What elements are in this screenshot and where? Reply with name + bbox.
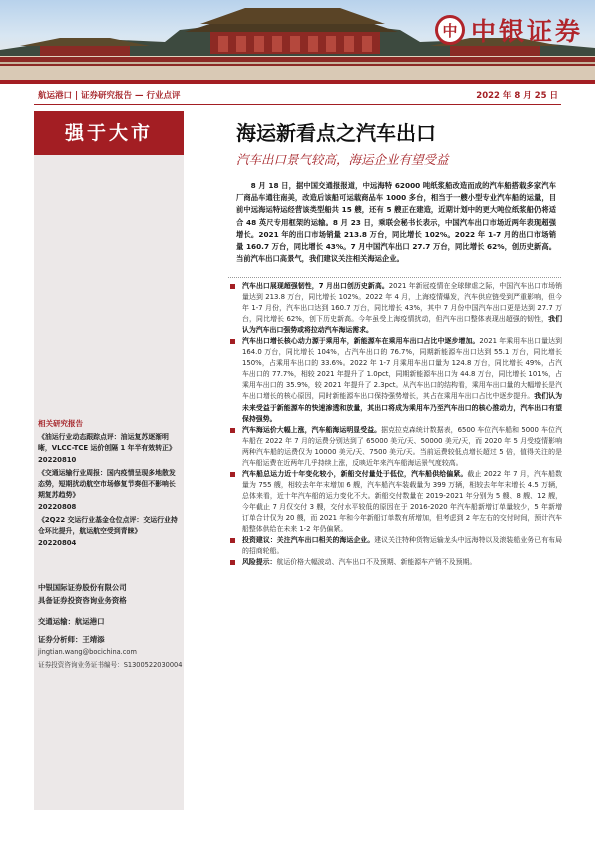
- page-subtitle: 汽车出口景气较高，海运企业有望受益: [236, 152, 449, 167]
- analyst-name: 证券分析师：王靖添: [38, 635, 105, 644]
- company-logo: [435, 12, 583, 48]
- divider: [34, 104, 561, 105]
- bullet-tail: 我们认为汽车出口强势或将拉动汽车海运需求。: [242, 315, 562, 335]
- related-reports-title: 相关研究报告: [38, 419, 83, 428]
- bullet-square-icon: [230, 284, 235, 289]
- related-report-text: 《交通运输行业周报：国内疫情呈现多地散发态势，短期扰动航空市场修复节奏但不影响长期复苏趋势》: [38, 468, 176, 500]
- related-report-date: 20220810: [38, 455, 77, 464]
- analyst-email[interactable]: jingtian.wang@bocichina.com: [38, 648, 137, 656]
- bullet-item: [228, 281, 562, 336]
- bullet-item: [228, 469, 562, 535]
- bullet-square-icon: [230, 339, 235, 344]
- bullet-list: [228, 281, 562, 568]
- rating-badge: 强于大市: [34, 111, 184, 155]
- bullet-tail: 我们认为未来受益于新能源车的快速渗透和放量，其出口将成为乘用车乃至汽车出口的核心推动力，汽车出口有望保持强势。: [242, 392, 562, 423]
- bullet-item: [228, 425, 562, 469]
- bullet-body: 截止 2022 年 7 月，汽车船数量为 755 艘，相较去年年末增加 6 艘，汽车船汽车装载量为 399 万辆，相较去年年末增长 4.5 万辆，总体来看，近十年汽车船的运力变化不大。新船交付数量在 2019-2021 年分别为 5 艘、8 艘、12 艘，今年截止 7 月仅交付 3 艘，交付水平较低的原因在于 2016-2020 年汽车船新增订单量较少，5 年新增订单合计仅为 20 艘，而 2021 年和今年新船订单数有所增加，但考虑到 2 年左右的交付时间，预计汽车船整体供给在未来 1-2 年仍偏紧。: [242, 469, 563, 534]
- related-report-item[interactable]: [38, 432, 178, 466]
- header-banner: [0, 0, 595, 80]
- bullet-body: 航运价格大幅波动、汽车出口不及预期、新能源车产销不及预期。: [276, 558, 477, 567]
- bullet-square-icon: [230, 538, 235, 543]
- bullet-square-icon: [230, 472, 235, 477]
- related-report-item[interactable]: [38, 515, 178, 549]
- bullet-lead: 汽车船总运力近十年变化较小，新船交付量处于低位，汽车船供给偏紧。: [242, 469, 468, 478]
- bullet-body: 2021 年新冠疫情在全球肆虐之际，中国汽车出口市场销量达到 213.8 万台，同比增长 102%。2022 年 4 月，上海疫情爆发，汽车供应链受到严重影响，但今年 1-7 月份，汽车出口达到 160.7 万台，同比增长 43%，其中 7 月份中国汽车出口更是达到 27.7 万台，同比增长 62%，创下历史新高。今年虽受上海疫情扰动，但汽车出口整体表现出超强的韧性，: [242, 282, 562, 324]
- bullet-lead: 风险提示：: [242, 558, 277, 567]
- related-report-text: 《2Q22 交运行业基金仓位点评：交运行业持仓环比提升，航运航空受到青睐》: [38, 516, 178, 536]
- related-report-date: 20220804: [38, 538, 77, 547]
- logo-text: 中银证券: [470, 17, 583, 46]
- page-title: 海运新看点之汽车出口: [236, 121, 436, 145]
- bank-of-china-logo-icon: 中: [435, 15, 465, 45]
- related-report-date: 20220808: [38, 502, 77, 511]
- header-red-bar: [0, 80, 595, 84]
- summary-text: 8 月 18 日，据中国交通报报道，中远海特 62000 吨纸浆船改造而成的汽车船搭载多家汽车厂商品车通往南美，改造后该船可运载商品车 1000 多台，相当于一艘小型专业汽车船的运量，目前中远海运特运经营该类型船共 15 艘，还有 5 艘正在建造，近期计划中的更大吨位纸浆船仍将适合 48 英尺专用框架的运输。8 月 23 日，乘联会秘书长表示，中国汽车出口市场近两年表现超强增长。2021 年的出口市场销量 213.8 万台，同比增长 102%。2022 年 1-7 月的出口市场销量 160.7 万台，同比增长 43%。7 月中国汽车出口 27.7 万台，同比增长 62%，创历史新高。当前汽车出口高景气，我们建议关注相关海运企业。: [236, 181, 556, 264]
- analyst-certificate: 证券投资咨询业务证书编号：S1300522030004: [38, 661, 183, 669]
- report-date: 2022 年 8 月 25 日: [476, 91, 558, 101]
- company-qualification: 具备证券投资咨询业务资格: [38, 595, 127, 605]
- breadcrumb: 航运港口 | 证券研究报告 — 行业点评: [38, 91, 181, 101]
- related-report-item[interactable]: [38, 468, 178, 513]
- bullet-body: 2021 年乘用车出口量达到 164.0 万台，同比增长 104%，占汽车出口的 76.7%，同期新能源车出口达到 55.1 万台，同比增长 150%，占乘用车出口的 33.6%。2022 年 1-7 月乘用车出口量为 124.8 万台，同比增长 49%，占汽车出口的 77.7%，相较 2021 年提升了 1.0pct，同期新能源车出口为 44.8 万台，同比增长 101%，占乘用车出口的 35.9%，较 2021 年提升了 2.3pct。从汽车出口的结构看，乘用车出口量的大幅增长是汽车出口增长的核心原因，同时新能源车出口保持强势增长，其占在乘用车出口占比中逐步提升。: [242, 337, 562, 401]
- report-meta-line: [38, 89, 558, 103]
- bullet-lead: 汽车出口展现超强韧性，7 月出口创历史新高。: [242, 282, 389, 290]
- bullet-item: [228, 557, 562, 568]
- bullet-square-icon: [230, 560, 235, 565]
- bullet-item: [228, 535, 562, 557]
- bullet-body: 据克拉克森统计数据表，6500 车位汽车船和 5000 车位汽车船在 2022 年 7 月的运费分别达到了 65000 美元/天、50000 美元/天，而 2020 年 5 月受疫情影响两种汽车船的运费仅为 10000 美元/天、7500 美元/天。当前运费较低点增长超过 5 倍，值得关注的是汽车船运费在近两年几乎持续上涨，反映近年来汽车船海运景气度较高。: [242, 425, 562, 467]
- bullet-body: 建议关注特种货物运输龙头中远海特以及滚装船业务已有布局的招商轮船。: [242, 536, 563, 556]
- related-report-text: 《油运行业动态跟踪点评：油运复苏逐渐明晰，VLCC-TCE 运价创隔 1 年半有效转正》: [38, 433, 176, 453]
- related-reports-list: [38, 432, 178, 551]
- company-info: [38, 582, 127, 607]
- summary-paragraph: [236, 180, 556, 265]
- sector-label: 交通运输：航运港口: [38, 617, 105, 626]
- company-name: 中银国际证券股份有限公司: [38, 583, 127, 592]
- bullet-lead: 汽车出口增长核心动力源于乘用车，新能源车在乘用车出口占比中逐步增加。: [242, 337, 480, 346]
- bullet-lead: 汽车海运价大幅上涨，汽车船海运明显受益。: [242, 425, 382, 434]
- bullet-tail: 关注汽车出口相关的海运企业。: [276, 536, 375, 545]
- bullet-square-icon: [230, 428, 235, 433]
- bullet-lead: 投资建议：: [242, 536, 277, 545]
- dotted-divider: [228, 277, 561, 278]
- bullet-item: [228, 336, 562, 424]
